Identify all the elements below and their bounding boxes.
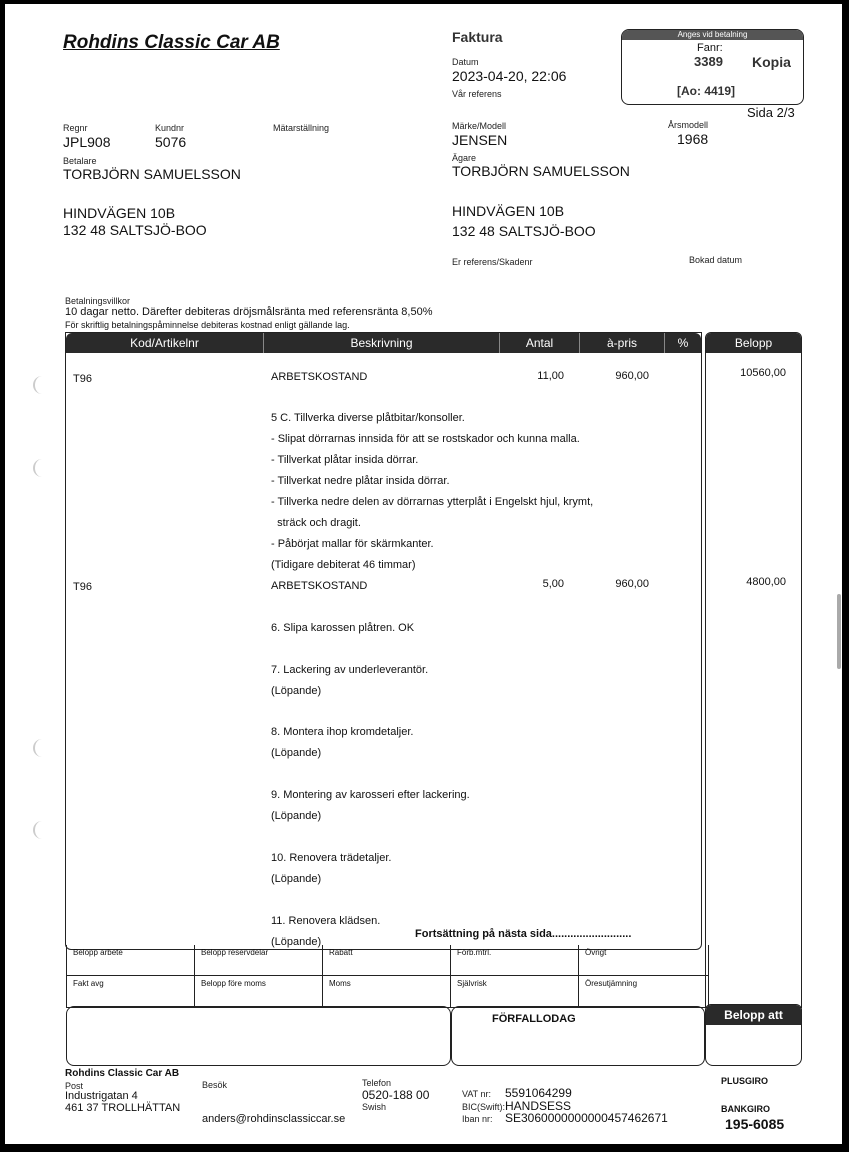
desc-line: - Slipat dörrarnas innsida för att se rostskador och kunna malla. [271,433,580,445]
col-kod: Kod/Artikelnr [66,333,264,353]
belopp-reservdelar-label: Belopp reservdelar [201,948,269,957]
binder-hole [33,376,45,394]
sjalvrisk-label: Självrisk [457,979,487,988]
table-header [66,333,701,353]
kundnr-label: Kundnr [155,123,185,133]
er-referens-label: Er referens/Skadenr [452,257,533,267]
footer-company: Rohdins Classic Car AB [65,1068,180,1079]
kundnr-value: 5076 [155,134,187,150]
forb-label: Förb.mtrl. [457,948,492,957]
arsmodell-label: Årsmodell [668,120,709,130]
desc-line: - Tillverkat nedre plåtar insida dörrar. [271,475,450,487]
desc-line: (Löpande) [271,747,322,759]
desc-line: sträck och dragit. [271,517,361,529]
scrollbar-thumb[interactable] [837,594,841,669]
footer-city: 461 37 TROLLHÄTTAN [65,1102,181,1114]
fanr-label: Fanr: [697,42,723,54]
iban-value: SE3060000000000457462671 [505,1111,668,1125]
desc-line: (Löpande) [271,810,322,822]
belopp-att-betala-label: Belopp att betala [706,1005,801,1025]
arsmodell-value: 1968 [677,131,709,147]
regnr-value: JPL908 [63,134,111,150]
binder-hole [33,821,45,839]
betalare-label: Betalare [63,156,97,166]
footer-phone: 0520-188 00 [362,1088,430,1102]
company-name: Rohdins Classic Car AB [63,32,280,53]
refbox-header: Anges vid betalning [622,30,803,40]
kopia-label: Kopia [752,54,791,70]
owner-address2: 132 48 SALTSJÖ-BOO [452,223,596,239]
belopp-column [705,332,802,1008]
var-referens-label: Vår referens [452,89,502,99]
desc-line: (Tidigare debiterat 46 timmar) [271,559,416,571]
bic-value: HANDSESS [505,1099,572,1113]
row2-antal: 5,00 [542,578,564,590]
moms-label: Moms [329,979,351,988]
page-number: Sida 2/3 [747,105,795,120]
bic-label: BIC(Swift): [462,1102,506,1112]
datum-label: Datum [452,57,479,67]
ovrigt-label: Övrigt [585,948,607,957]
binder-hole [33,459,45,477]
forfallodag-label: FÖRFALLODAG [492,1013,576,1025]
row2-apris: 960,00 [615,578,649,590]
bokad-datum-label: Bokad datum [689,255,743,265]
telefon-label: Telefon [362,1078,392,1088]
fakt-avg-label: Fakt avg [73,979,104,988]
col-beskrivning: Beskrivning [264,333,500,353]
row2-beskrivning: ARBETSKOSTAND [271,580,368,592]
betalningsvillkor-label: Betalningsvillkor [65,296,131,306]
desc-line: - Tillverkat plåtar insida dörrar. [271,454,419,466]
row1-kod: T96 [73,373,92,385]
col-antal: Antal [500,333,580,353]
iban-label: Iban nr: [462,1114,493,1124]
desc-line: (Löpande) [271,873,322,885]
forfallodag-box [451,1006,705,1066]
desc-line: - Tillverka nedre delen av dörrarnas ytterplåt i Engelskt hjul, krymt, [271,496,594,508]
row2-belopp: 4800,00 [746,576,786,588]
row1-antal: 11,00 [537,370,564,382]
payment-terms: 10 dagar netto. Därefter debiteras dröjsmålsränta med referensränta 8,50% [65,306,433,318]
desc-line: (Löpande) [271,685,322,697]
col-apris: à-pris [580,333,665,353]
ao-number: [Ao: 4419] [677,84,736,98]
bankgiro-value: 195-6085 [725,1116,785,1132]
amount-due-box [705,1004,802,1066]
payment-reference-box [621,29,804,105]
desc-line: 6. Slipa karossen plåtren. OK [271,622,415,634]
summary-grid [66,945,709,1008]
desc-line: 9. Montering av karosseri efter lackering. [271,789,470,801]
owner-address1: HINDVÄGEN 10B [452,203,565,219]
binder-hole [33,739,45,757]
row1-apris: 960,00 [615,370,649,382]
vat-value: 5591064299 [505,1086,572,1100]
bankgiro-label: BANKGIRO [721,1104,770,1114]
col-pct: % [677,336,689,350]
marke-label: Märke/Modell [452,121,507,131]
row1-beskrivning: ARBETSKOSTAND [271,371,368,383]
desc-line: (Löpande) [271,936,322,948]
footer-street: Industrigatan 4 [65,1090,138,1102]
invoice-date: 2023-04-20, 22:06 [452,68,567,84]
matarstallning-label: Mätarställning [273,123,330,133]
marke-value: JENSEN [452,132,508,148]
document-type: Faktura [452,29,503,45]
post-label: Post [65,1081,84,1091]
regnr-label: Regnr [63,123,88,133]
besok-label: Besök [202,1080,228,1090]
col-belopp: Belopp [706,333,801,353]
desc-line: 11. Renovera klädsen. [271,915,381,927]
agare-label: Ägare [452,153,477,163]
fore-moms-label: Belopp före moms [201,979,266,988]
oresutjamning-label: Öresutjämning [585,979,638,988]
payer-address2: 132 48 SALTSJÖ-BOO [63,222,207,238]
continuation-note: Fortsättning på nästa sida.......................... [415,928,632,940]
swish-label: Swish [362,1102,387,1112]
owner-name: TORBJÖRN SAMUELSSON [452,163,630,179]
payer-address1: HINDVÄGEN 10B [63,205,176,221]
desc-line: 5 C. Tillverka diverse plåtbitar/konsoller. [271,412,465,424]
footer-email[interactable]: anders@rohdinsclassiccar.se [202,1113,346,1125]
fanr-value: 3389 [694,54,723,69]
payer-name: TORBJÖRN SAMUELSSON [63,166,241,182]
belopp-arbete-label: Belopp arbete [73,948,123,957]
payment-reminder-note: För skriftlig betalningspåminnelse debiteras kostnad enligt gällande lag. [65,320,350,330]
row1-belopp: 10560,00 [740,367,786,379]
rabatt-label: Rabatt [329,948,353,957]
row2-kod: T96 [73,581,92,593]
desc-line: 7. Lackering av underleverantör. [271,664,429,676]
desc-line: 8. Montera ihop kromdetaljer. [271,726,414,738]
invoice-page [5,4,842,1144]
desc-line: 10. Renovera trädetaljer. [271,852,392,864]
desc-line: - Påbörjat mallar för skärmkanter. [271,538,434,550]
message-box [66,1006,451,1066]
vat-label: VAT nr: [462,1089,492,1099]
plusgiro-label: PLUSGIRO [721,1076,769,1086]
